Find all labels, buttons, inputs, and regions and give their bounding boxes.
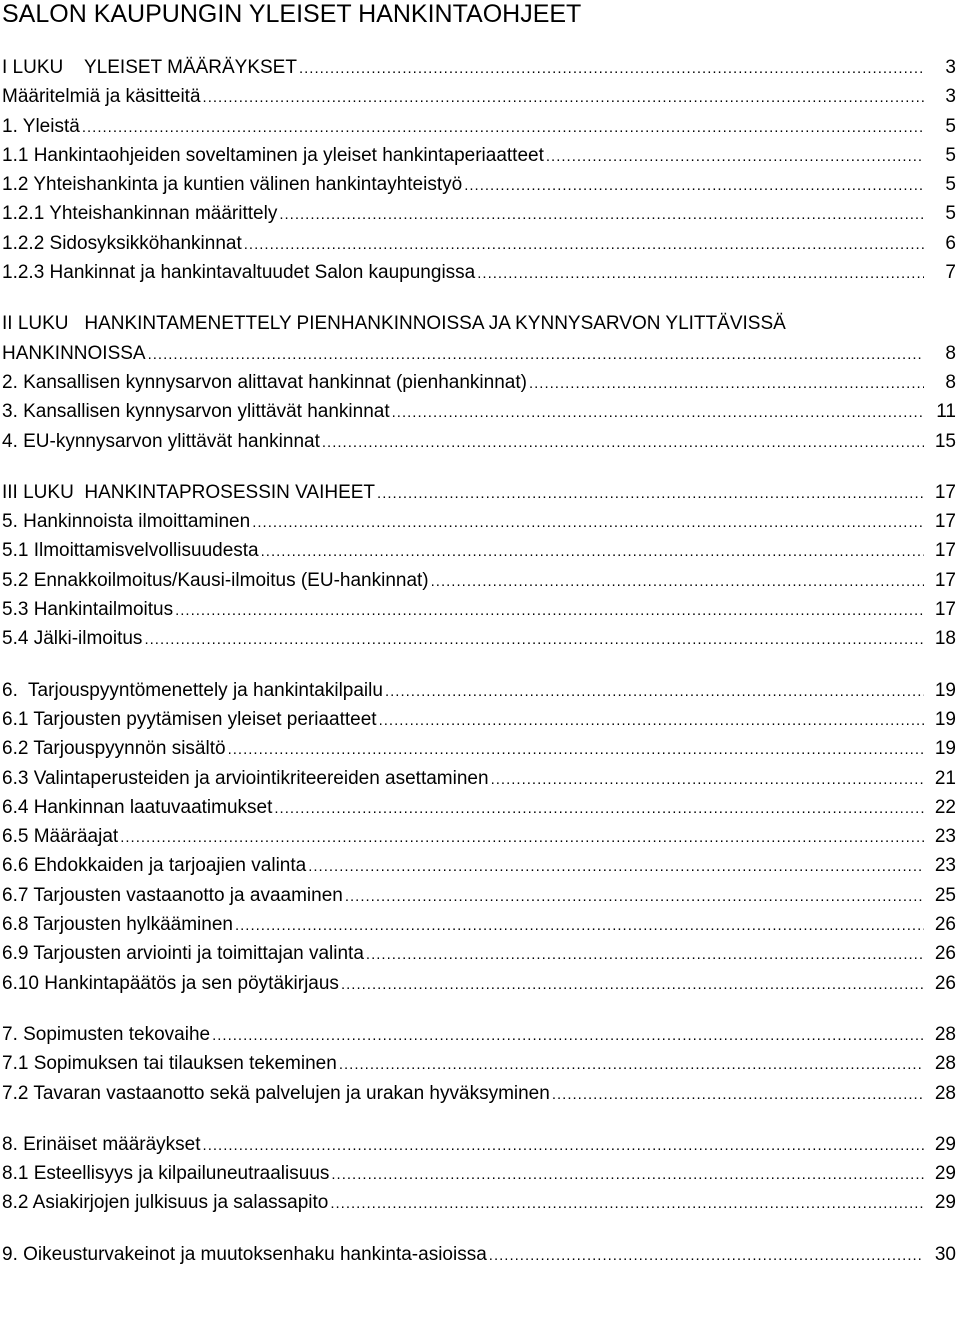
toc-entry-maaritelmia[interactable] xyxy=(2,82,960,111)
toc-entry-page: 30 xyxy=(934,1243,956,1265)
toc-entry-2[interactable] xyxy=(2,368,960,397)
toc-entry-label: 6. Tarjouspyyntömenettely ja hankintakilpailu xyxy=(2,679,383,701)
toc-entry-6-10[interactable] xyxy=(2,969,960,998)
toc-entry-6[interactable] xyxy=(2,676,960,705)
toc-entry-page: 18 xyxy=(934,628,956,650)
toc-leader-dots xyxy=(339,1050,924,1079)
toc-entry-page: 29 xyxy=(934,1192,956,1214)
toc-entry-page: 21 xyxy=(934,767,956,789)
toc-entry-page: 23 xyxy=(934,826,956,848)
toc-entry-page: 5 xyxy=(945,144,956,166)
toc-entry-label: 1.2 Yhteishankinta ja kuntien välinen hankintayhteistyö xyxy=(2,174,463,196)
toc-entry-8-1[interactable] xyxy=(2,1159,960,1188)
toc-entry-page: 17 xyxy=(934,481,956,503)
toc-entry-6-1[interactable] xyxy=(2,705,960,734)
toc-entry-page: 5 xyxy=(945,203,956,225)
toc-leader-dots xyxy=(385,677,924,706)
toc-entry-page: 17 xyxy=(934,540,956,562)
toc-entry-5-1[interactable] xyxy=(2,536,960,565)
toc-entry-6-9[interactable] xyxy=(2,939,960,968)
toc-leader-dots xyxy=(431,567,924,596)
toc-entry-1-2[interactable] xyxy=(2,170,960,199)
toc-entry-luku-1[interactable] xyxy=(2,53,960,82)
toc-entry-label: 1.1 Hankintaohjeiden soveltaminen ja yleiset hankintaperiaatteet xyxy=(2,144,544,166)
toc-entry-6-4[interactable] xyxy=(2,793,960,822)
toc-leader-dots xyxy=(322,428,924,457)
toc-entry-label: 6.7 Tarjousten vastaanotto ja avaaminen xyxy=(2,884,343,906)
toc-entry-page: 15 xyxy=(934,430,956,452)
toc-leader-dots xyxy=(235,911,924,940)
toc-entry-label: 1.2.3 Hankinnat ja hankintavaltuudet Salon kaupungissa xyxy=(2,262,476,284)
toc-entry-label: 6.2 Tarjouspyynnön sisältö xyxy=(2,738,226,760)
toc-entry-8[interactable] xyxy=(2,1130,960,1159)
toc-entry-label: 8.2 Asiakirjojen julkisuus ja salassapito xyxy=(2,1192,329,1214)
toc-entry-page: 7 xyxy=(945,262,956,284)
toc-entry-page: 6 xyxy=(945,232,956,254)
toc-leader-dots xyxy=(392,398,924,427)
toc-leader-dots xyxy=(212,1021,924,1050)
toc-leader-dots xyxy=(203,1131,924,1160)
toc-entry-label: 4. EU-kynnysarvon ylittävät hankinnat xyxy=(2,430,320,452)
toc-entry-7[interactable] xyxy=(2,1020,960,1049)
toc-entry-8-2[interactable] xyxy=(2,1188,960,1217)
toc-leader-dots xyxy=(308,852,924,881)
toc-leader-dots xyxy=(529,369,924,398)
toc-entry-5-4[interactable] xyxy=(2,624,960,653)
toc-entry-label: Määritelmiä ja käsitteitä xyxy=(2,86,201,108)
toc-entry-label-line1: II LUKU HANKINTAMENETTELY PIENHANKINNOISSA JA KYNNYSARVON YLITTÄVISSÄ xyxy=(2,313,786,335)
toc-entry-page: 19 xyxy=(934,708,956,730)
toc-entry-page: 26 xyxy=(934,943,956,965)
toc-leader-dots xyxy=(341,970,924,999)
toc-entry-1-2-2[interactable] xyxy=(2,229,960,258)
toc-leader-dots xyxy=(144,625,924,654)
toc-leader-dots xyxy=(274,794,924,823)
toc-entry-label: 6.3 Valintaperusteiden ja arviointikriteereiden asettaminen xyxy=(2,767,489,789)
toc-entry-label: 5.1 Ilmoittamisvelvollisuudesta xyxy=(2,540,259,562)
toc-entry-page: 19 xyxy=(934,738,956,760)
toc-entry-page: 28 xyxy=(934,1023,956,1045)
toc-entry-page: 29 xyxy=(934,1133,956,1155)
toc-entry-1[interactable] xyxy=(2,112,960,141)
toc-entry-page: 26 xyxy=(934,972,956,994)
toc-entry-page: 17 xyxy=(934,511,956,533)
toc-entry-label: 5.4 Jälki-ilmoitus xyxy=(2,628,143,650)
toc-entry-5-3[interactable] xyxy=(2,595,960,624)
toc-entry-label: 6.6 Ehdokkaiden ja tarjoajien valinta xyxy=(2,855,307,877)
toc-entry-6-2[interactable] xyxy=(2,734,960,763)
toc-entry-luku-2-line2 xyxy=(2,339,960,368)
toc-entry-label: 5.2 Ennakkoilmoitus/Kausi-ilmoitus (EU-hankinnat) xyxy=(2,569,429,591)
toc-entry-6-3[interactable] xyxy=(2,764,960,793)
toc-entry-1-1[interactable] xyxy=(2,141,960,170)
toc-entry-page: 29 xyxy=(934,1163,956,1185)
toc-entry-6-5[interactable] xyxy=(2,822,960,851)
toc-leader-dots xyxy=(228,735,924,764)
toc-entry-luku-2[interactable] xyxy=(2,309,960,368)
toc-entry-label: III LUKU HANKINTAPROSESSIN VAIHEET xyxy=(2,481,376,503)
toc-entry-label: 6.9 Tarjousten arviointi ja toimittajan valinta xyxy=(2,943,364,965)
toc-leader-dots xyxy=(552,1080,924,1109)
toc-entry-label: 7.2 Tavaran vastaanotto sekä palvelujen ja urakan hyväksyminen xyxy=(2,1082,550,1104)
toc-entry-label: 1.2.2 Sidosyksikköhankinnat xyxy=(2,232,242,254)
toc-leader-dots xyxy=(261,537,924,566)
toc-entry-9[interactable] xyxy=(2,1240,960,1269)
toc-entry-label: 8.1 Esteellisyys ja kilpailuneutraalisuus xyxy=(2,1163,330,1185)
toc-leader-dots xyxy=(82,113,924,142)
toc-leader-dots xyxy=(299,54,924,83)
toc-entry-page: 19 xyxy=(934,679,956,701)
toc-leader-dots xyxy=(203,83,924,112)
toc-entry-page: 23 xyxy=(934,855,956,877)
toc-entry-label: 6.10 Hankintapäätös ja sen pöytäkirjaus xyxy=(2,972,339,994)
toc-entry-page: 5 xyxy=(945,115,956,137)
toc-entry-4[interactable] xyxy=(2,427,960,456)
toc-entry-5[interactable] xyxy=(2,507,960,536)
toc-leader-dots xyxy=(366,940,924,969)
toc-entry-label: I LUKU YLEISET MÄÄRÄYKSET xyxy=(2,57,297,78)
toc-leader-dots xyxy=(491,765,924,794)
toc-leader-dots xyxy=(477,259,924,288)
toc-leader-dots xyxy=(331,1160,924,1189)
document-title: SALON KAUPUNGIN YLEISET HANKINTAOHJEET xyxy=(2,0,582,28)
toc-leader-dots xyxy=(345,882,924,911)
toc-leader-dots xyxy=(175,596,924,625)
toc-leader-dots xyxy=(330,1189,924,1218)
toc-entry-page: 3 xyxy=(945,86,956,108)
toc-leader-dots xyxy=(148,340,924,369)
toc-entry-7-2[interactable] xyxy=(2,1079,960,1108)
toc-entry-page: 25 xyxy=(934,884,956,906)
toc-entry-label: 2. Kansallisen kynnysarvon alittavat hankinnat (pienhankinnat) xyxy=(2,371,527,393)
toc-entry-page: 5 xyxy=(945,174,956,196)
toc-entry-page: 3 xyxy=(945,57,956,78)
toc-leader-dots xyxy=(546,142,924,171)
toc-leader-dots xyxy=(279,200,924,229)
toc-entry-1-2-1[interactable] xyxy=(2,199,960,228)
toc-leader-dots xyxy=(464,171,924,200)
toc-entry-label: 6.1 Tarjousten pyytämisen yleiset periaatteet xyxy=(2,708,377,730)
toc-entry-page: 11 xyxy=(936,401,956,423)
table-of-contents xyxy=(2,53,960,1269)
toc-entry-label: 1. Yleistä xyxy=(2,115,80,137)
toc-entry-3[interactable] xyxy=(2,397,960,426)
toc-entry-page: 8 xyxy=(945,371,956,393)
toc-entry-page: 26 xyxy=(934,914,956,936)
toc-entry-page: 28 xyxy=(934,1082,956,1104)
toc-leader-dots xyxy=(252,508,924,537)
toc-entry-label: 7. Sopimusten tekovaihe xyxy=(2,1023,211,1045)
toc-entry-label: HANKINNOISSA xyxy=(2,342,146,364)
toc-leader-dots xyxy=(120,823,924,852)
toc-entry-6-7[interactable] xyxy=(2,881,960,910)
toc-leader-dots xyxy=(489,1241,924,1270)
toc-entry-7-1[interactable] xyxy=(2,1049,960,1078)
toc-leader-dots xyxy=(379,706,924,735)
toc-entry-label: 8. Erinäiset määräykset xyxy=(2,1133,201,1155)
toc-entry-label: 5. Hankinnoista ilmoittaminen xyxy=(2,511,251,533)
toc-leader-dots xyxy=(244,230,924,259)
toc-entry-page: 17 xyxy=(934,599,956,621)
toc-entry-label: 6.5 Määräajat xyxy=(2,826,119,848)
toc-entry-label: 7.1 Sopimuksen tai tilauksen tekeminen xyxy=(2,1053,337,1075)
toc-entry-label: 5.3 Hankintailmoitus xyxy=(2,599,174,621)
toc-entry-5-2[interactable] xyxy=(2,566,960,595)
toc-entry-page: 28 xyxy=(934,1053,956,1075)
toc-entry-label: 1.2.1 Yhteishankinnan määrittely xyxy=(2,203,278,225)
toc-entry-label: 6.8 Tarjousten hylkääminen xyxy=(2,914,233,936)
toc-entry-label: 6.4 Hankinnan laatuvaatimukset xyxy=(2,796,273,818)
toc-entry-6-6[interactable] xyxy=(2,851,960,880)
toc-entry-page: 22 xyxy=(934,796,956,818)
toc-entry-page: 8 xyxy=(945,342,956,364)
toc-entry-page: 17 xyxy=(934,569,956,591)
toc-entry-1-2-3[interactable] xyxy=(2,258,960,287)
toc-leader-dots xyxy=(377,479,924,508)
toc-entry-6-8[interactable] xyxy=(2,910,960,939)
toc-entry-luku-3[interactable] xyxy=(2,478,960,507)
toc-entry-label: 3. Kansallisen kynnysarvon ylittävät hankinnat xyxy=(2,401,390,423)
toc-entry-label: 9. Oikeusturvakeinot ja muutoksenhaku hankinta-asioissa xyxy=(2,1243,487,1265)
